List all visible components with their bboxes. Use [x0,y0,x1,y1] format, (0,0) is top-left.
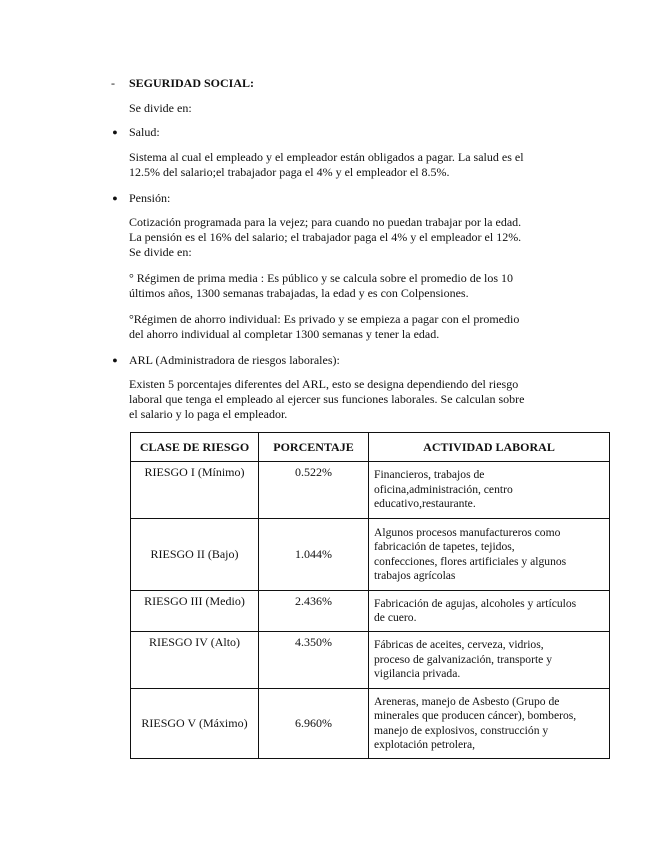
salud-line: Sistema al cual el empleado y el empleador están obligados a pagar. La salud es el [129,150,524,164]
regimen-prima-media [129,271,559,301]
actividad-line: educativo,restaurante. [374,497,476,511]
arl-label: ARL (Administradora de riesgos laborales): [129,353,340,367]
actividad-line: Areneras, manejo de Asbesto (Grupo de [374,694,560,708]
actividad-line: minerales que producen cáncer), bomberos, [374,709,577,722]
actividad-line: de cuero. [374,611,417,624]
riesgo-actividad-cell [369,632,610,689]
actividad-line: oficina,administración, centro [374,482,513,496]
pension-label: Pensión: [129,191,171,205]
header-actividad-laboral: ACTIVIDAD LABORAL [369,433,610,462]
regimen-ahorro-individual [129,312,559,342]
riesgo-actividad-cell [369,591,610,632]
actividad-line: confecciones, flores artificiales y algunos [374,554,567,568]
salud-line: 12.5% del salario;el trabajador paga el 4% y el empleador el 8.5%. [129,165,450,179]
salud-bullet-icon: ● [112,127,118,137]
riesgo-actividad-cell [369,519,610,591]
table-header-row [131,433,610,462]
section-title: SEGURIDAD SOCIAL: [129,76,255,90]
ahorro-individual-line: °Régimen de ahorro individual: Es privado y se empieza a pagar con el promedio [129,312,520,326]
actividad-line: Fabricación de agujas, alcoholes y artículos [374,596,577,610]
riesgo-porcentaje-cell: 6.960% [259,689,369,759]
riesgo-clase-cell: RIESGO III (Medio) [131,591,259,632]
actividad-line: Fábricas de aceites, cerveza, vidrios, [374,638,544,652]
section-intro: Se divide en: [129,101,192,115]
actividad-line: trabajos agrícolas [374,569,456,582]
actividad-line: manejo de explosivos, construcción y [374,723,549,737]
table-row [131,519,610,591]
pension-bullet-icon: ● [112,193,118,203]
riesgo-actividad-cell [369,689,610,759]
prima-media-line: últimos años, 1300 semanas trabajadas, la edad y es con Colpensiones. [129,286,469,300]
actividad-line: proceso de galvanización, transporte y [374,652,553,666]
arl-line: el salario y lo paga el empleador. [129,407,288,421]
arl-line: Existen 5 porcentajes diferentes del ARL, esto se designa dependiendo del riesgo [129,377,519,391]
actividad-line: fabricación de tapetes, tejidos, [374,540,515,553]
table-row [131,462,610,519]
header-clase-de-riesgo: CLASE DE RIESGO [131,433,259,462]
riesgo-clase-cell: RIESGO V (Máximo) [131,689,259,759]
salud-paragraph [129,150,559,180]
riesgo-actividad-cell [369,462,610,519]
riesgo-porcentaje-cell: 4.350% [259,632,369,689]
actividad-line: Financieros, trabajos de [374,468,485,482]
arl-bullet-icon: ● [112,355,118,365]
actividad-line: Algunos procesos manufactureros como [374,525,561,539]
riesgo-clase-cell: RIESGO I (Mínimo) [131,462,259,519]
salud-label: Salud: [129,125,160,139]
riesgo-clase-cell: RIESGO IV (Alto) [131,632,259,689]
table-row [131,591,610,632]
arl-line: laboral que tenga el empleado al ejercer sus funciones laborales. Se calculan sobre [129,392,525,406]
pension-line: La pensión es el 16% del salario; el trabajador paga el 4% y el empleador el 12%. [129,230,522,244]
riesgo-table [130,432,610,759]
riesgo-porcentaje-cell: 1.044% [259,519,369,591]
pension-paragraph [129,215,559,260]
pension-line: Se divide en: [129,245,192,259]
ahorro-individual-line: del ahorro individual al completar 1300 semanas y tener la edad. [129,327,440,341]
header-porcentaje: PORCENTAJE [259,433,369,462]
prima-media-line: ° Régimen de prima media : Es público y se calcula sobre el promedio de los 10 [129,271,514,285]
section-dash-marker: - [111,76,115,90]
riesgo-porcentaje-cell: 2.436% [259,591,369,632]
riesgo-porcentaje-cell: 0.522% [259,462,369,519]
actividad-line: vigilancia privada. [374,667,461,681]
actividad-line: explotación petrolera, [374,738,476,751]
riesgo-clase-cell: RIESGO II (Bajo) [131,519,259,591]
table-row [131,689,610,759]
table-row [131,632,610,689]
pension-line: Cotización programada para la vejez; para cuando no puedan trabajar por la edad. [129,215,522,229]
arl-paragraph [129,377,559,422]
